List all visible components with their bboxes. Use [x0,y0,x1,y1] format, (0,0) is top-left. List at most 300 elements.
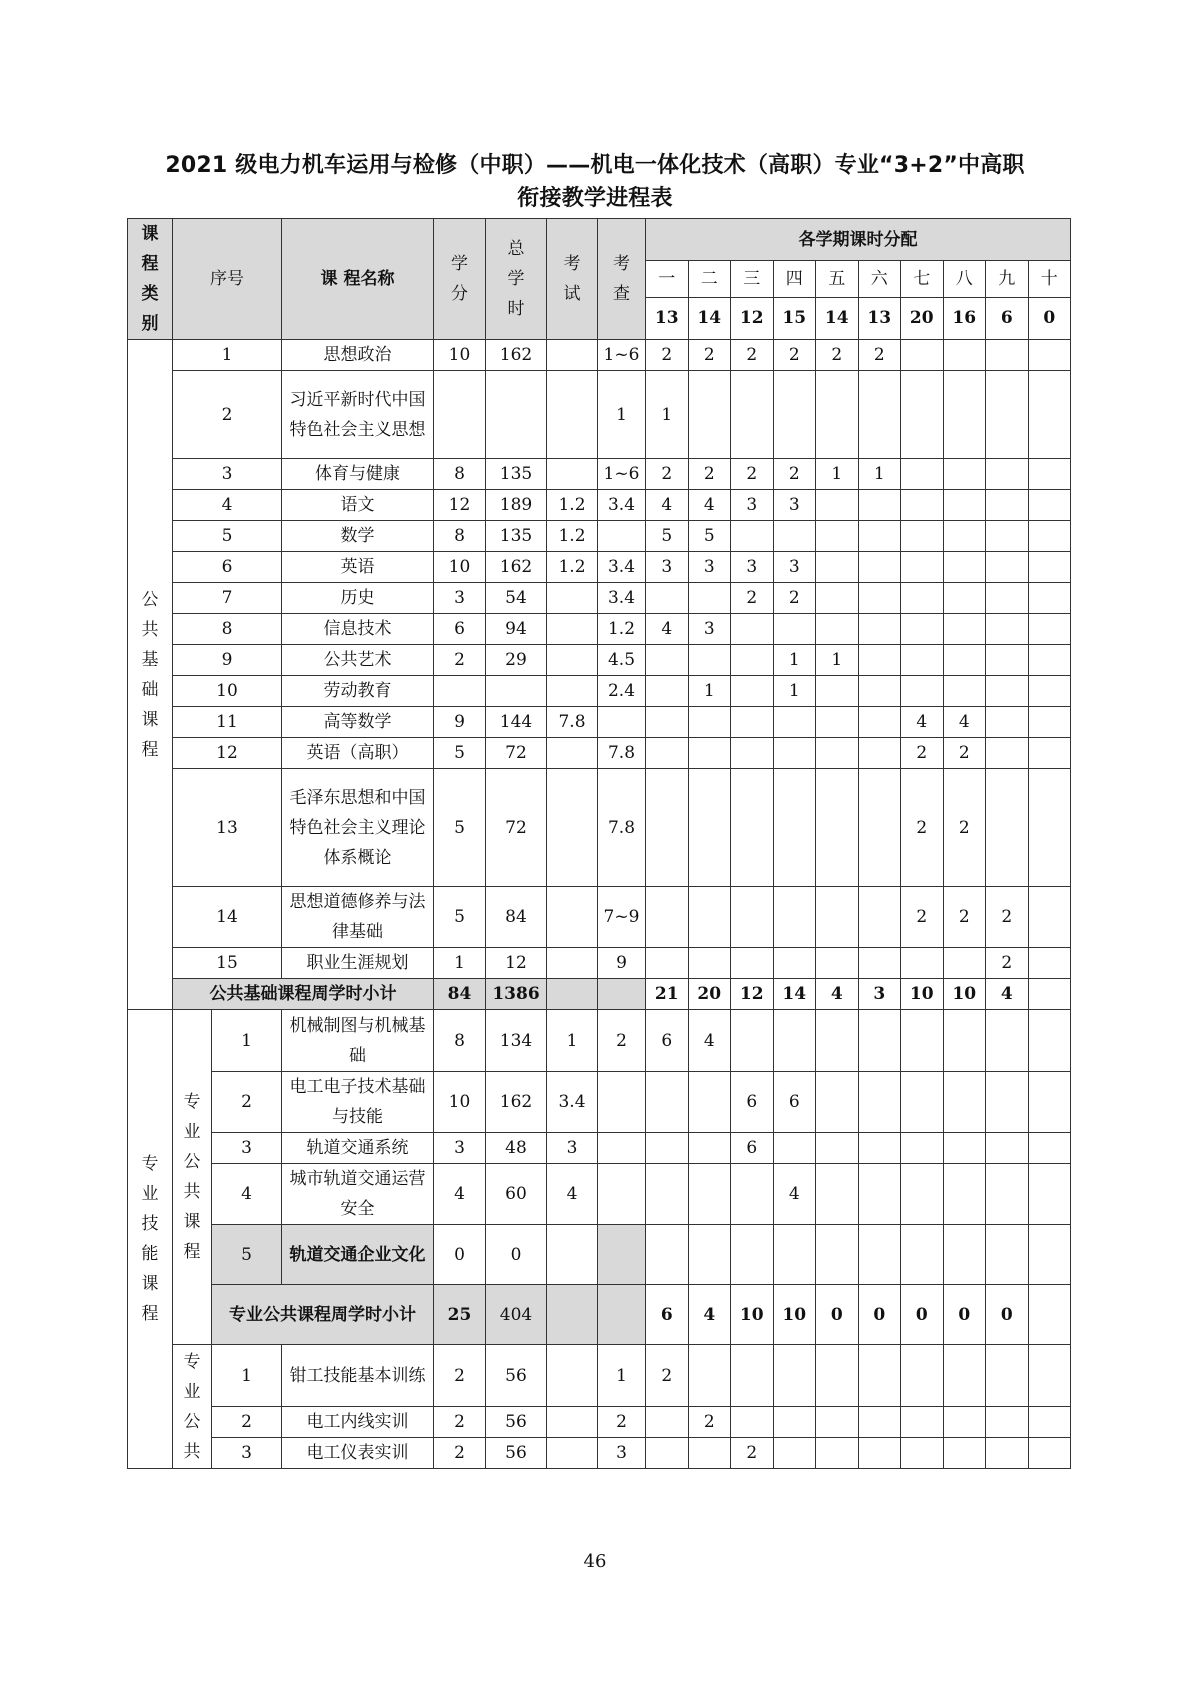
semester-hours [986,614,1029,645]
schedule-table [127,218,1071,1469]
semester-hours [816,552,859,583]
semester-weeks: 16 [943,297,986,339]
semester-hours: 4 [646,490,689,521]
semester-hours [986,738,1029,769]
course-name: 职业生涯规划 [282,948,434,979]
semester-hours [1028,459,1071,490]
course-name: 思想道德修养与法律基础 [282,887,434,948]
semester-hours [858,676,901,707]
semester-hours [1028,1133,1071,1164]
table-row [128,521,1071,552]
vertical-char: 业 [183,1381,201,1402]
semester-hours: 4 [646,614,689,645]
subtotal-exam [547,1285,598,1345]
check: 3 [598,1438,646,1469]
semester-hours [943,340,986,371]
subtotal-semester: 0 [858,1285,901,1345]
row-no: 3 [212,1133,282,1164]
course-name: 思想政治 [282,340,434,371]
semester-hours [901,1407,944,1438]
semester-hours [858,1225,901,1285]
exam [547,1225,598,1285]
semester-weeks: 13 [646,297,689,339]
semester-hours [816,676,859,707]
subtotal-semester: 14 [773,979,816,1010]
semester-hours [943,371,986,459]
semester-hours [773,1133,816,1164]
semester-hours: 2 [943,887,986,948]
semester-hours [688,1225,731,1285]
vertical-char: 基 [141,649,159,670]
semester-hours [731,645,774,676]
semester-hours: 2 [901,738,944,769]
check: 1 [598,1345,646,1407]
exam: 7.8 [547,707,598,738]
row-no: 2 [212,1072,282,1133]
semester-hours [858,1438,901,1469]
semester-hours [816,490,859,521]
semester-hours [816,1072,859,1133]
semester-hours [858,769,901,887]
total-hours: 162 [486,340,547,371]
credit: 9 [434,707,486,738]
table-row [128,948,1071,979]
semester-hours [688,1438,731,1469]
check: 1.2 [598,614,646,645]
semester-hours: 2 [688,340,731,371]
subtotal-label: 公共基础课程周学时小计 [173,979,434,1010]
vertical-char: 程 [183,1242,201,1262]
semester-hours [688,583,731,614]
semester-hours [731,738,774,769]
total-hours: 189 [486,490,547,521]
table-row [128,459,1071,490]
total-hours: 48 [486,1133,547,1164]
row-no: 4 [212,1164,282,1225]
semester-hours [986,1345,1029,1407]
semester-hours [943,614,986,645]
total-hours: 135 [486,521,547,552]
exam [547,1407,598,1438]
exam: 1.2 [547,490,598,521]
table-row [128,1285,1071,1345]
semester-hours [943,645,986,676]
vertical-char: 课 [141,709,159,730]
vertical-char: 专 [183,1092,201,1112]
semester-hours [1028,769,1071,887]
semester-hours [986,1072,1029,1133]
row-no: 12 [173,738,282,769]
semester-hours [688,887,731,948]
semester-hours [773,1010,816,1072]
semester-hours: 2 [731,340,774,371]
semester-hours [943,459,986,490]
semester-hours [816,1010,859,1072]
semester-hours [858,738,901,769]
semester-hours [986,1225,1029,1285]
semester-hours [1028,1407,1071,1438]
exam [547,645,598,676]
subtotal-semester: 6 [646,1285,689,1345]
vertical-char: 类 [141,284,159,304]
semester-hours: 6 [731,1133,774,1164]
semester-hours [943,1407,986,1438]
semester-hours [1028,707,1071,738]
category-public-basic [128,340,173,1010]
course-name: 电工电子技术基础与技能 [282,1072,434,1133]
table-row [128,769,1071,887]
vertical-char: 础 [141,679,159,700]
row-no: 13 [173,769,282,887]
exam [547,738,598,769]
vertical-char: 课 [141,224,159,244]
credit: 3 [434,583,486,614]
semester-hours: 2 [943,738,986,769]
vertical-char: 学 [451,254,468,274]
semester-hours [816,371,859,459]
table-row [128,371,1071,459]
semester-hours [986,371,1029,459]
semester-hours: 2 [646,340,689,371]
semester-hours [688,738,731,769]
check [598,521,646,552]
semester-hours [731,948,774,979]
semester-hours [1028,1072,1071,1133]
row-no: 1 [212,1345,282,1407]
exam: 1 [547,1010,598,1072]
semester-hours [943,1225,986,1285]
subtotal-semester: 0 [901,1285,944,1345]
semester-hours [646,1072,689,1133]
semester-hours [858,1407,901,1438]
subtotal-semester: 0 [943,1285,986,1345]
semester-header: 七 [901,261,944,297]
subtotal-check [598,979,646,1010]
semester-hours [731,769,774,887]
semester-hours: 2 [816,340,859,371]
vertical-char: 公 [183,1152,201,1172]
semester-hours: 2 [731,1438,774,1469]
semester-hours [943,676,986,707]
exam [547,583,598,614]
semester-hours: 2 [773,583,816,614]
semester-hours: 1 [688,676,731,707]
semester-header: 九 [986,261,1029,297]
semester-hours [1028,340,1071,371]
semester-hours [1028,552,1071,583]
course-name: 电工仪表实训 [282,1438,434,1469]
exam [547,887,598,948]
total-hours: 162 [486,552,547,583]
check: 3.4 [598,552,646,583]
row-no: 8 [173,614,282,645]
semester-hours [646,1225,689,1285]
semester-hours [816,1164,859,1225]
row-no: 15 [173,948,282,979]
semester-hours [773,887,816,948]
semester-hours: 3 [773,490,816,521]
semester-hours [1028,521,1071,552]
subtotal-credit: 84 [434,979,486,1010]
semester-hours [773,1407,816,1438]
semester-hours [646,887,689,948]
vertical-char: 程 [141,739,159,760]
table-row [128,552,1071,583]
vertical-char: 程 [141,1304,159,1324]
exam [547,948,598,979]
semester-hours: 2 [731,459,774,490]
semester-hours [858,371,901,459]
course-name: 数学 [282,521,434,552]
check [598,1225,646,1285]
vertical-char: 技 [141,1214,159,1234]
row-no: 11 [173,707,282,738]
credit: 10 [434,552,486,583]
semester-weeks: 20 [901,297,944,339]
semester-weeks: 15 [773,297,816,339]
semester-hours [858,1072,901,1133]
semester-hours [986,1164,1029,1225]
table-row [128,1072,1071,1133]
course-name: 公共艺术 [282,645,434,676]
semester-hours: 4 [773,1164,816,1225]
course-name: 轨道交通企业文化 [282,1225,434,1285]
table-row [128,1345,1071,1407]
semester-hours [816,614,859,645]
semester-hours [901,552,944,583]
semester-hours [901,1133,944,1164]
row-no: 1 [212,1010,282,1072]
semester-weeks: 6 [986,297,1029,339]
semester-hours [773,1438,816,1469]
exam [547,1438,598,1469]
course-name: 毛泽东思想和中国特色社会主义理论体系概论 [282,769,434,887]
semester-hours [986,490,1029,521]
semester-hours [986,676,1029,707]
semester-hours [986,769,1029,887]
table-row [128,219,1071,261]
subtotal-semester: 20 [688,979,731,1010]
check: 3.4 [598,490,646,521]
subtotal-semester [1028,979,1071,1010]
exam: 1.2 [547,521,598,552]
semester-hours [773,948,816,979]
header-distribution: 各学期课时分配 [646,219,1071,261]
header-seq: 序号 [173,219,282,340]
semester-hours: 5 [646,521,689,552]
semester-hours [1028,1438,1071,1469]
semester-hours [1028,887,1071,948]
course-name: 信息技术 [282,614,434,645]
subtotal-semester: 10 [901,979,944,1010]
semester-hours [646,738,689,769]
vertical-char: 共 [141,619,159,640]
semester-hours: 2 [858,340,901,371]
semester-hours [731,1010,774,1072]
semester-hours [858,645,901,676]
semester-hours [816,738,859,769]
exam: 3 [547,1133,598,1164]
subtotal-semester: 12 [731,979,774,1010]
table-row [128,887,1071,948]
semester-hours: 2 [646,459,689,490]
vertical-char: 专 [141,1154,159,1174]
semester-hours [943,490,986,521]
credit: 2 [434,1438,486,1469]
semester-hours [858,1010,901,1072]
table-row [128,340,1071,371]
exam [547,676,598,707]
subtotal-semester: 10 [773,1285,816,1345]
semester-header: 六 [858,261,901,297]
credit: 5 [434,769,486,887]
subtotal-semester: 10 [731,1285,774,1345]
semester-hours [731,887,774,948]
semester-hours [1028,1164,1071,1225]
course-name: 习近平新时代中国特色社会主义思想 [282,371,434,459]
semester-hours: 2 [901,769,944,887]
course-name: 英语 [282,552,434,583]
semester-hours [901,521,944,552]
exam [547,769,598,887]
semester-hours [816,887,859,948]
semester-hours [901,1164,944,1225]
semester-hours [773,769,816,887]
subtotal-semester: 4 [986,979,1029,1010]
semester-hours [1028,1345,1071,1407]
semester-hours: 3 [773,552,816,583]
subtotal-semester: 0 [986,1285,1029,1345]
semester-hours [646,948,689,979]
row-no: 9 [173,645,282,676]
credit: 12 [434,490,486,521]
semester-hours [731,676,774,707]
semester-hours [858,887,901,948]
page-title-line2: 衔接教学进程表 [517,186,673,211]
table-row [128,490,1071,521]
category-professional-skill [128,1010,173,1469]
semester-hours [901,583,944,614]
vertical-char: 业 [183,1122,201,1142]
semester-hours [986,707,1029,738]
subtotal-label: 专业公共课程周学时小计 [212,1285,434,1345]
semester-hours [901,614,944,645]
page-title: 2021 级电力机车运用与检修（中职）——机电一体化技术（高职）专业“3+2”中高职 [165,153,1025,178]
semester-hours [858,948,901,979]
credit: 8 [434,459,486,490]
subtotal-semester: 4 [816,979,859,1010]
semester-hours [816,1345,859,1407]
semester-hours [816,707,859,738]
semester-hours: 1 [773,676,816,707]
semester-hours: 1 [646,371,689,459]
vertical-char: 考 [563,254,581,274]
subtotal-semester: 0 [816,1285,859,1345]
total-hours: 29 [486,645,547,676]
row-no: 10 [173,676,282,707]
semester-hours: 2 [688,459,731,490]
total-hours: 72 [486,769,547,887]
vertical-char: 公 [141,589,159,610]
vertical-char: 课 [141,1274,159,1294]
row-no: 6 [173,552,282,583]
course-name: 语文 [282,490,434,521]
semester-hours: 6 [773,1072,816,1133]
semester-hours [986,1133,1029,1164]
semester-hours: 4 [943,707,986,738]
check: 4.5 [598,645,646,676]
vertical-char: 业 [141,1184,159,1204]
semester-hours [901,1345,944,1407]
semester-hours: 2 [773,340,816,371]
subtotal-semester: 3 [858,979,901,1010]
semester-hours [646,645,689,676]
semester-hours [816,1407,859,1438]
semester-hours [943,1438,986,1469]
page-number: 46 [583,1551,607,1572]
row-no: 1 [173,340,282,371]
semester-hours [688,948,731,979]
check [598,1072,646,1133]
semester-weeks: 0 [1028,297,1071,339]
semester-hours: 3 [688,552,731,583]
semester-hours: 1 [858,459,901,490]
total-hours: 134 [486,1010,547,1072]
credit: 2 [434,645,486,676]
check: 3.4 [598,583,646,614]
semester-hours [816,583,859,614]
table-row [128,979,1071,1010]
semester-weeks: 14 [688,297,731,339]
semester-hours [1028,645,1071,676]
check [598,1164,646,1225]
check: 1 [598,371,646,459]
semester-hours: 3 [646,552,689,583]
total-hours: 0 [486,1225,547,1285]
semester-weeks: 14 [816,297,859,339]
semester-hours [943,552,986,583]
row-no: 3 [173,459,282,490]
semester-hours [858,707,901,738]
credit: 4 [434,1164,486,1225]
semester-hours: 4 [901,707,944,738]
semester-hours [1028,583,1071,614]
vertical-char: 时 [507,299,525,319]
semester-hours: 2 [773,459,816,490]
semester-hours [816,1225,859,1285]
semester-hours [773,707,816,738]
vertical-char: 别 [141,314,159,334]
row-no: 5 [173,521,282,552]
table-row [128,1164,1071,1225]
semester-hours [646,676,689,707]
exam: 3.4 [547,1072,598,1133]
semester-hours [943,1164,986,1225]
semester-hours [688,1345,731,1407]
header-check [598,219,646,340]
vertical-char: 能 [141,1244,159,1264]
semester-hours [858,521,901,552]
semester-hours [943,1345,986,1407]
table-row [128,1438,1071,1469]
semester-hours [986,645,1029,676]
semester-hours [688,1072,731,1133]
semester-hours [901,371,944,459]
semester-hours: 3 [731,490,774,521]
exam: 4 [547,1164,598,1225]
table-row [128,645,1071,676]
course-name: 高等数学 [282,707,434,738]
